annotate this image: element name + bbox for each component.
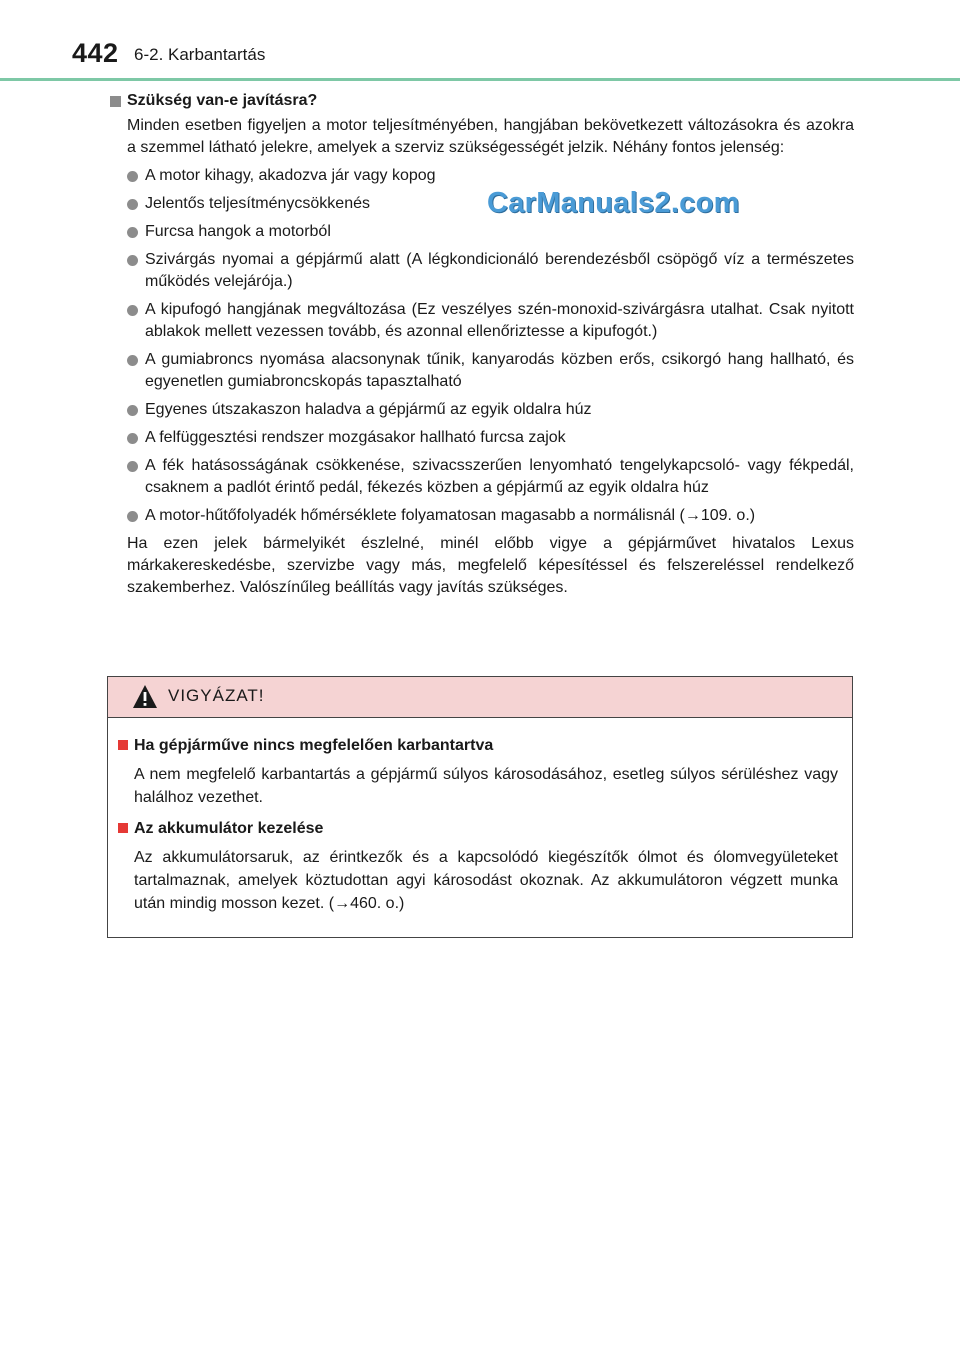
main-content	[108, 90, 854, 599]
header-divider	[0, 78, 960, 81]
warning-icon	[132, 684, 158, 710]
bullet-icon	[127, 461, 138, 472]
intro-paragraph: Minden esetben figyeljen a motor teljesítményében, hangjában bekövetkezett változásokra és azokra a szemmel látható jelekre, amelyek a szerviz szükségességét jelzik. Néhány fontos jelenség:	[127, 117, 854, 156]
list-item: A gumiabroncs nyomása alacsonynak tűnik, kanyarodás közben erős, csikorgó hang hallható, és egyenetlen gumiabroncskopás tapasztalható	[108, 349, 854, 393]
bullet-icon	[127, 255, 138, 266]
list-item: A motor-hűtőfolyadék hőmérséklete folyamatosan magasabb a normálisnál (→109. o.)	[108, 505, 854, 527]
list-item: A fék hatásosságának csökkenése, szivacsszerűen lenyomható tengelykapcsoló- vagy fékpedál, csaknem a padlót érintő pedál, fékezés közben a gépjármű az egyik oldalra húz	[108, 455, 854, 499]
section-title: 6-2. Karbantartás	[134, 45, 266, 64]
red-square-icon	[118, 740, 128, 750]
closing-paragraph: Ha ezen jelek bármelyikét észlelné, minél előbb vigye a gépjárművet hivatalos Lexus márkakereskedésbe, szervizbe vagy más, megfelelő képesítéssel és felszereléssel rendelkező szakemberhez. Valószínűleg beállítás vagy javítás szükséges.	[127, 535, 854, 596]
section-heading-text: Szükség van-e javításra?	[127, 92, 318, 109]
caution-header	[108, 677, 852, 718]
list-item: A motor kihagy, akadozva jár vagy kopog	[108, 165, 854, 187]
bullet-icon	[127, 511, 138, 522]
caution-title: VIGYÁZAT!	[168, 686, 265, 705]
bullet-icon	[127, 433, 138, 444]
red-square-icon	[118, 823, 128, 833]
list-item: Furcsa hangok a motorból	[108, 221, 854, 243]
caution-text: A nem megfelelő karbantartás a gépjármű súlyos károsodásához, esetleg súlyos sérüléshez vagy halálhoz vezethet.	[134, 766, 838, 806]
section-heading	[108, 90, 854, 112]
list-item: A kipufogó hangjának megváltozása (Ez veszélyes szén-monoxid-szivárgásra utalhat. Csak nyitott ablakok mellett vezessen tovább, és azonnal ellenőriztesse a kipufogót.)	[108, 299, 854, 343]
bullet-icon	[127, 355, 138, 366]
bullet-icon	[127, 405, 138, 416]
watermark-link[interactable]: CarManuals2.com	[487, 187, 740, 219]
list-item: A felfüggesztési rendszer mozgásakor hallható furcsa zajok	[108, 427, 854, 449]
list-item: Jelentős teljesítménycsökkenés	[108, 193, 854, 215]
page-number: 442	[72, 38, 119, 68]
caution-heading: Ha gépjárműve nincs megfelelően karbantartva	[118, 734, 838, 757]
bullet-icon	[127, 199, 138, 210]
square-bullet-icon	[110, 96, 121, 107]
list-item: Egyenes útszakaszon haladva a gépjármű az egyik oldalra húz	[108, 399, 854, 421]
bullet-icon	[127, 305, 138, 316]
bullet-icon	[127, 227, 138, 238]
caution-box	[107, 676, 853, 938]
caution-body	[108, 718, 852, 915]
bullet-icon	[127, 171, 138, 182]
list-item: Szivárgás nyomai a gépjármű alatt (A légkondicionáló berendezésből csöpögő víz a természetes működés velejárója.)	[108, 249, 854, 293]
caution-text: Az akkumulátorsaruk, az érintkezők és a kapcsolódó kiegészítők ólmot és ólomvegyületeket tartalmaznak, amelyek köztudottan agyi károsodást okoznak. Az akkumulátoron végzett munka után mindig mosson kezet. (→460. o.)	[134, 849, 838, 912]
page-header	[72, 38, 960, 78]
caution-heading: Az akkumulátor kezelése	[118, 817, 838, 840]
